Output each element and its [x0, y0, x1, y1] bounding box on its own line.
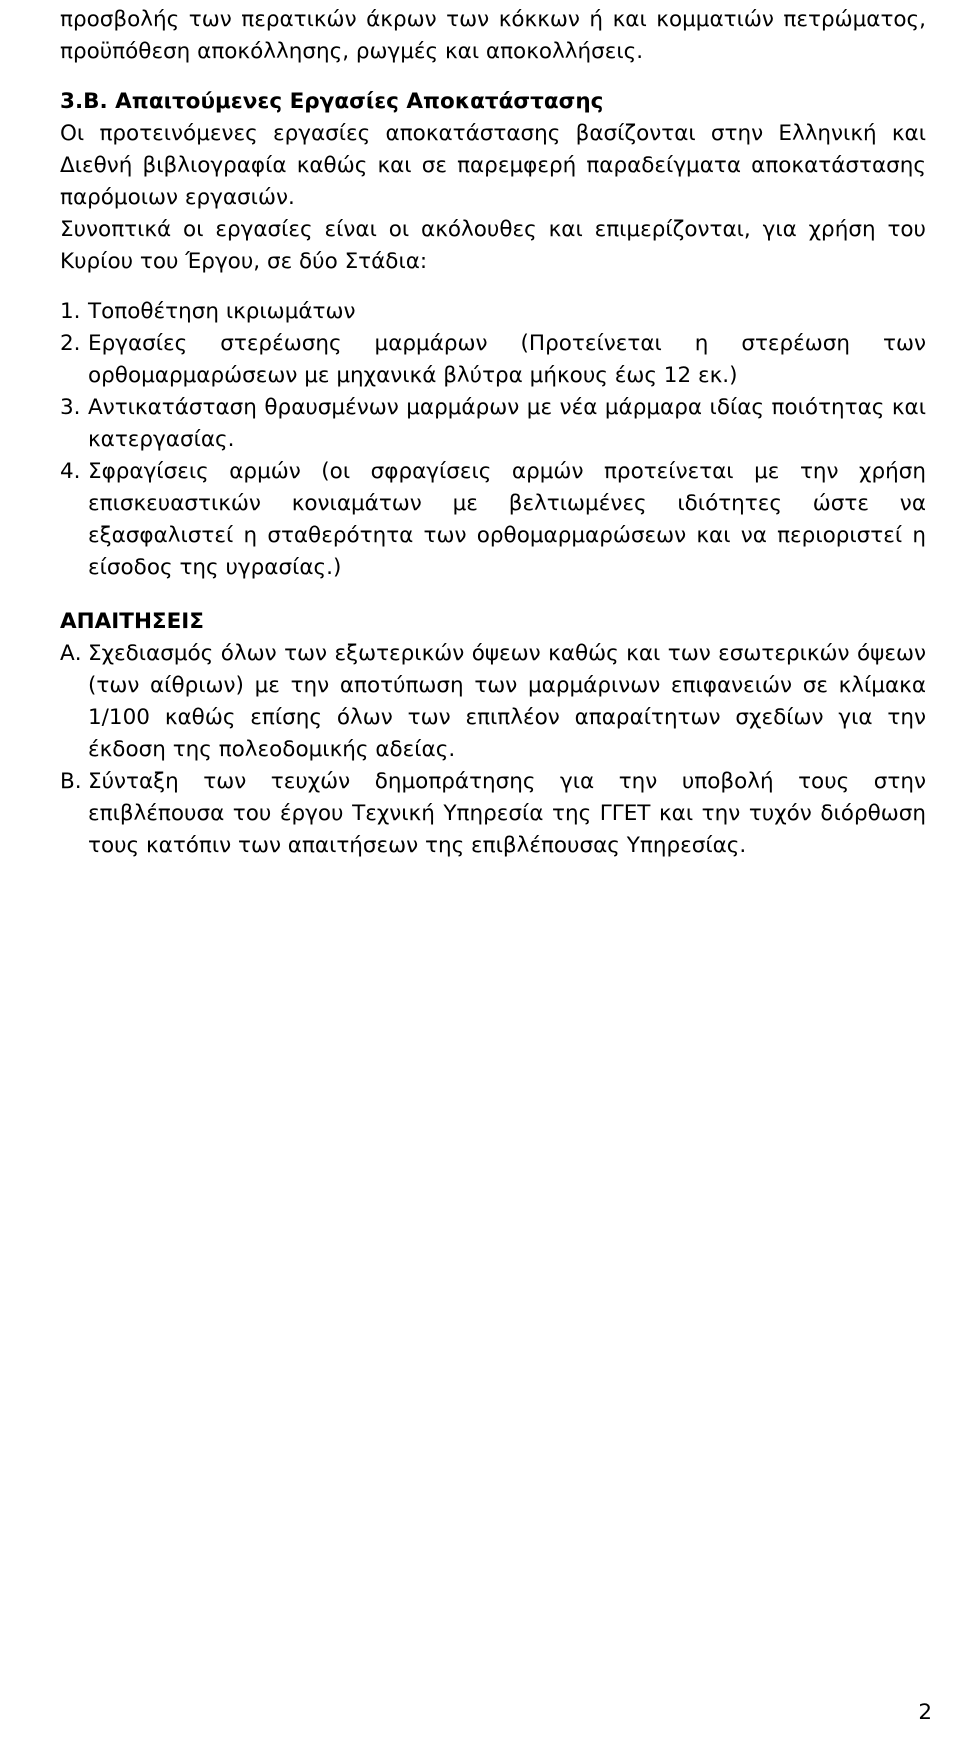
list-item-text: Αντικατάσταση θραυσμένων μαρμάρων με νέα μάρμαρα ιδίας ποιότητας και κατεργασίας. — [88, 395, 926, 452]
list-item — [60, 766, 926, 862]
list-item-number: 4. — [60, 459, 81, 484]
intro-paragraph — [60, 4, 926, 68]
list-item-text: Σφραγίσεις αρμών (οι σφραγίσεις αρμών προτείνεται με την χρήση επισκευαστικών κονιαμάτων με βελτιωμένες ιδιότητες ώστε να εξασφαλιστεί η σταθερότητα των ορθομαρμαρώσεων και να περιοριστεί η είσοδος της υγρασίας.) — [88, 459, 926, 580]
document-page — [60, 0, 926, 862]
section-paragraph: Οι προτεινόμενες εργασίες αποκατάστασης βασίζονται στην Ελληνική και Διεθνή βιβλιογραφία καθώς και σε παρεμφερή παραδείγματα αποκατάστασης παρόμοιων εργασιών. — [60, 121, 926, 210]
list-item-letter: Β. — [60, 769, 82, 794]
list-item — [60, 296, 926, 328]
page-number: 2 — [918, 1700, 932, 1725]
list-item-number: 1. — [60, 299, 81, 324]
list-item-text: Εργασίες στερέωσης μαρμάρων (Προτείνεται η στερέωση των ορθομαρμαρώσεων με μηχανικά βλύτρα μήκους έως 12 εκ.) — [88, 331, 926, 388]
intro-line: προϋπόθεση αποκόλλησης, ρωγμές και αποκολλήσεις. — [60, 39, 644, 64]
section-paragraph: Συνοπτικά οι εργασίες είναι οι ακόλουθες και επιμερίζονται, για χρήση του Κυρίου του Έργου, σε δύο Στάδια: — [60, 217, 926, 274]
list-item — [60, 392, 926, 456]
intro-line: προσβολής των περατικών άκρων των κόκκων ή και κομματιών πετρώματος, — [60, 7, 926, 32]
list-item-number: 2. — [60, 331, 81, 356]
list-item — [60, 638, 926, 766]
list-item-text: Σχεδιασμός όλων των εξωτερικών όψεων καθώς και των εσωτερικών όψεων (των αίθριων) με την αποτύπωση των μαρμάρινων επιφανειών σε κλίμακα 1/100 καθώς επίσης όλων των επιπλέον απαραίτητων σχεδίων για την έκδοση της πολεοδομικής αδείας. — [88, 641, 926, 762]
list-item-text: Τοποθέτηση ικριωμάτων — [88, 299, 356, 324]
requirements-heading: ΑΠΑΙΤΗΣΕΙΣ — [60, 609, 204, 634]
section-heading: 3.Β. Απαιτούμενες Εργασίες Αποκατάστασης — [60, 89, 604, 114]
requirements-list — [60, 638, 926, 862]
list-item-letter: Α. — [60, 641, 82, 666]
tasks-list — [60, 296, 926, 584]
list-item — [60, 328, 926, 392]
list-item-text: Σύνταξη των τευχών δημοπράτησης για την υποβολή τους στην επιβλέπουσα του έργου Τεχνική Υπηρεσία της ΓΓΕΤ και την τυχόν διόρθωση τους κατόπιν των απαιτήσεων της επιβλέπουσας Υπηρεσίας. — [88, 769, 926, 858]
list-item-number: 3. — [60, 395, 81, 420]
list-item — [60, 456, 926, 584]
